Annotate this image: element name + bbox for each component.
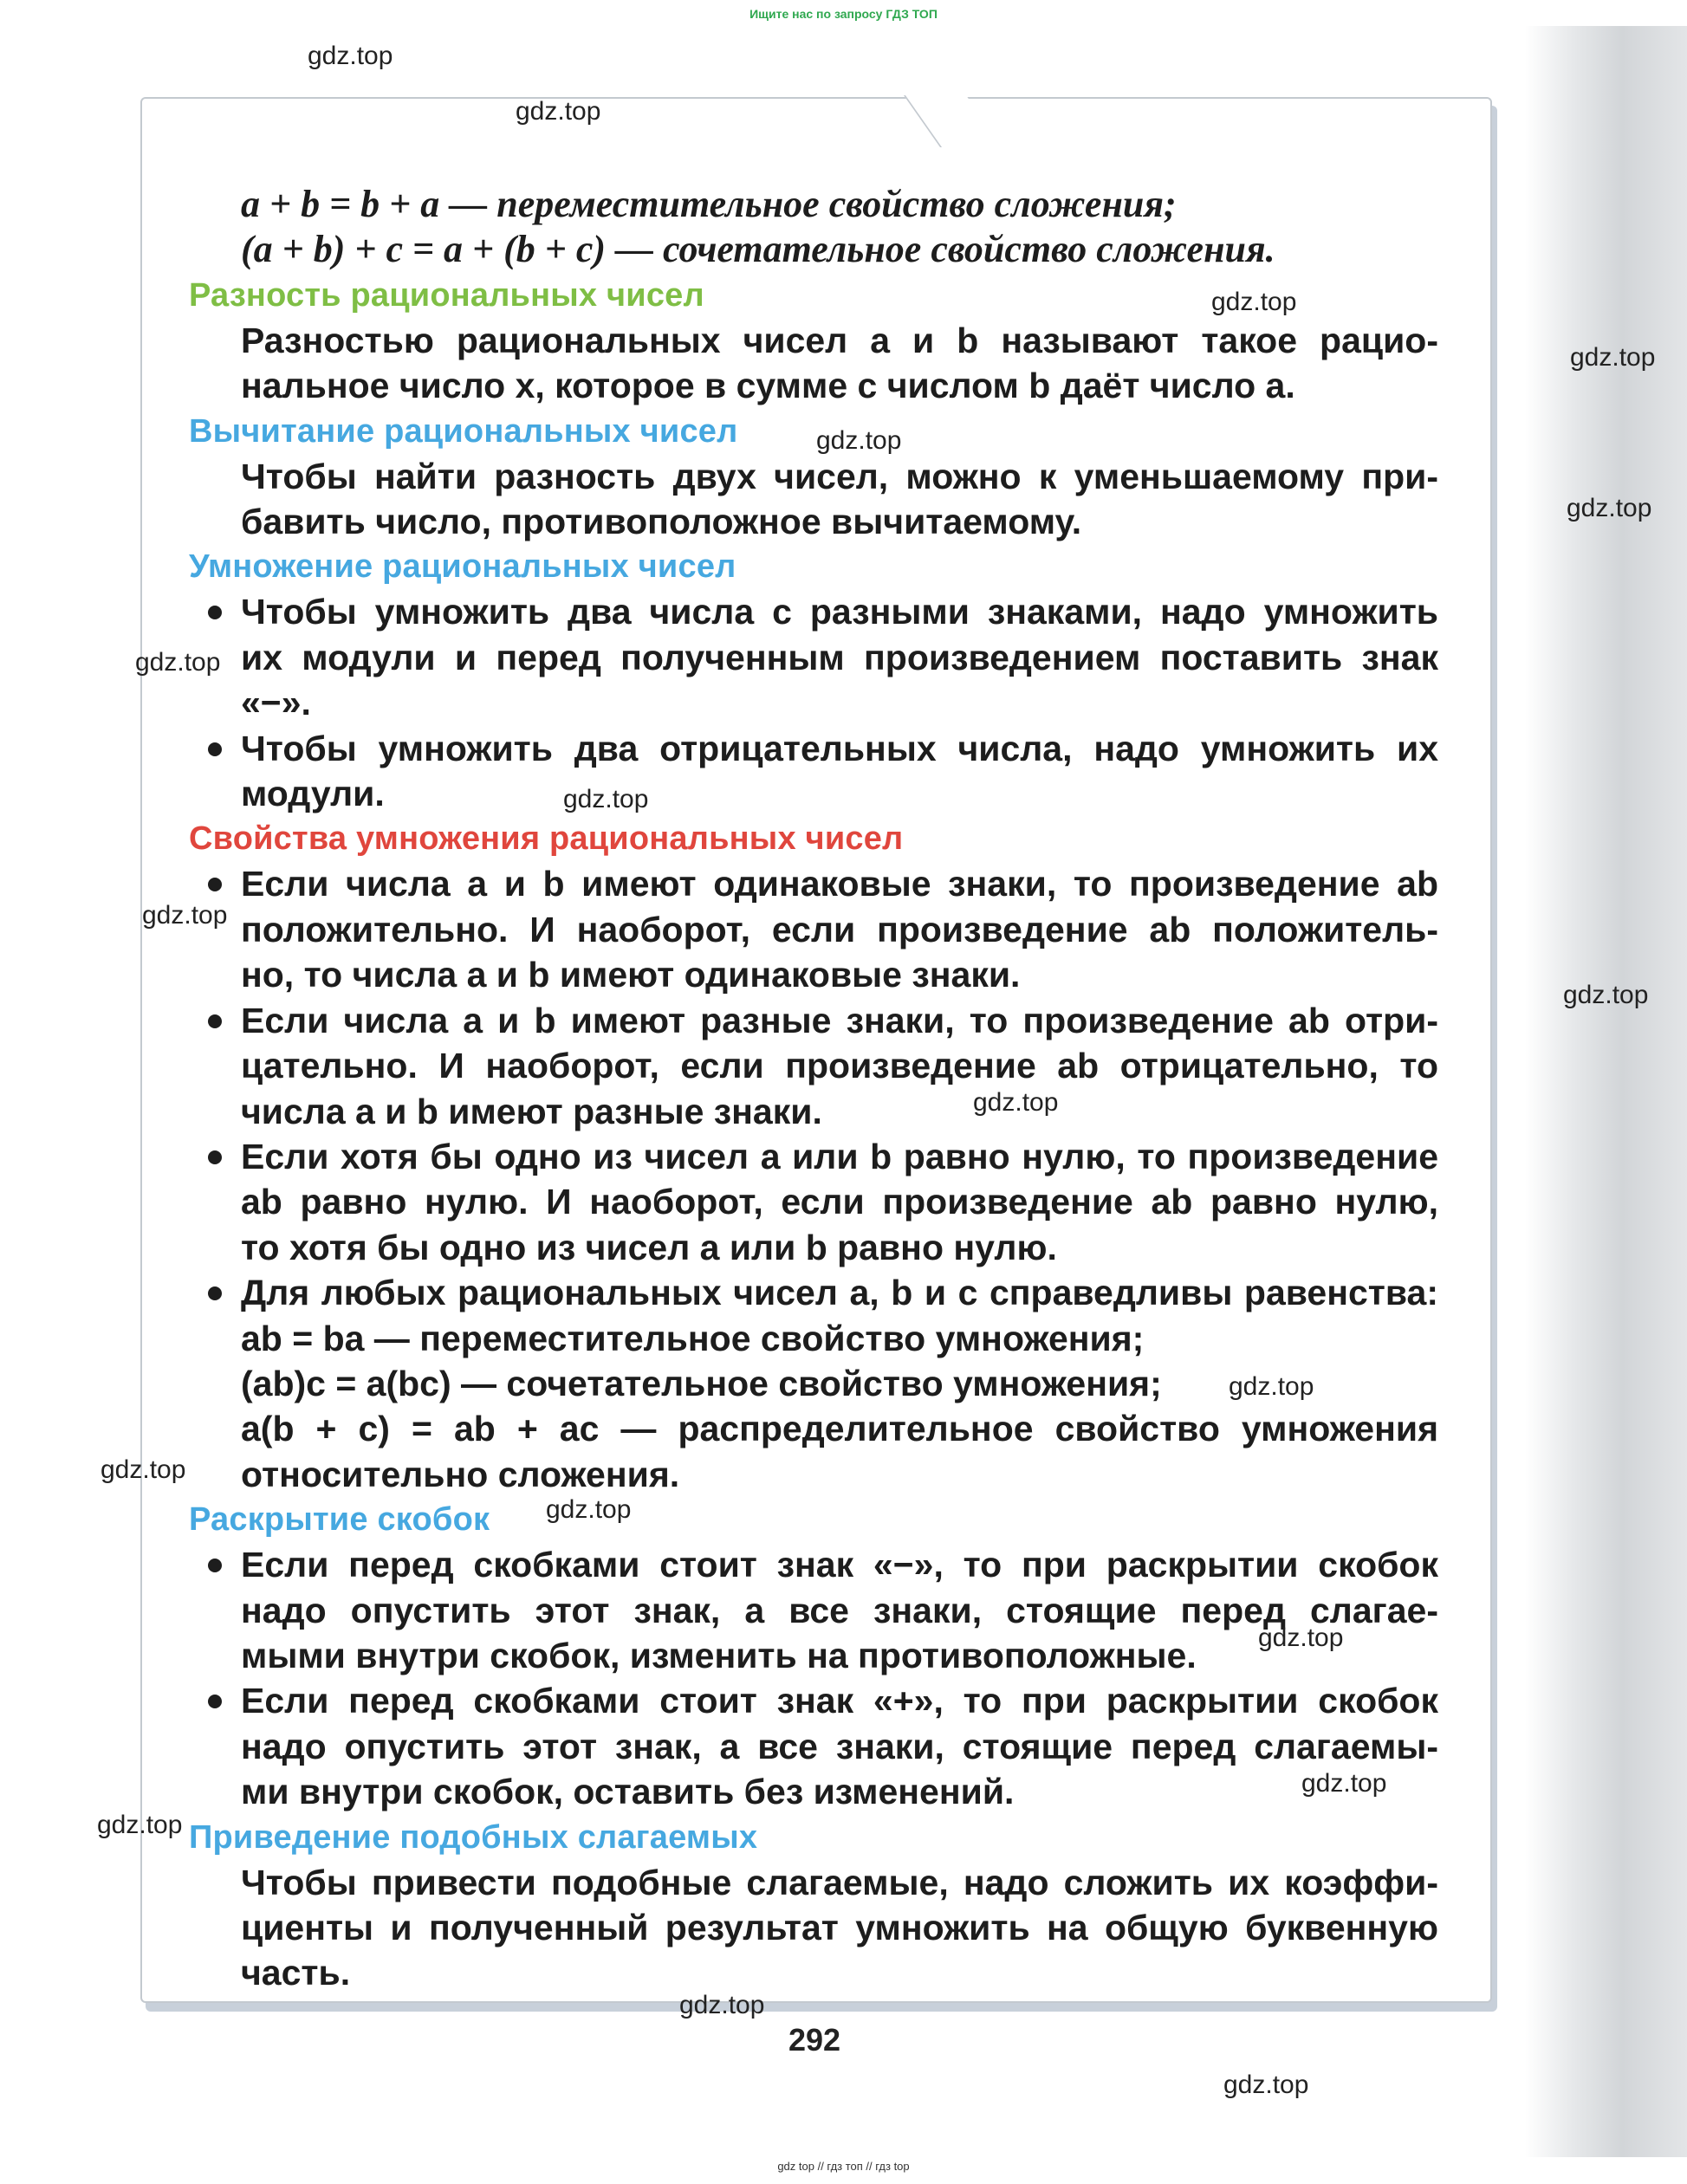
watermark: gdz.top [1258,1623,1344,1652]
text-line: Если числа a и b имеют одинаковые знаки, то произведение ab [241,864,1438,904]
text-line: циенты и полученный результат умножить на общую буквенную [241,1908,1438,1947]
watermark: gdz.top [1570,343,1656,372]
text-line: (ab)c = a(bc) — сочетательное свойство умножения; [241,1363,1162,1403]
watermark: gdz.top [516,97,601,126]
list-item [191,589,1438,725]
watermark: gdz.top [679,1991,765,2019]
intro-block [191,182,1438,273]
watermark: gdz.top [97,1811,183,1839]
like-terms-text [191,1860,1438,1996]
heading-brackets: Раскрытие скобок [189,1501,490,1539]
bullet-icon [208,1150,222,1164]
text-line: ab равно нулю. И наоборот, если произведение ab равно нулю, [241,1182,1438,1222]
text-line: Если перед скобками стоит знак «+», то при раскрытии скобок [241,1681,1438,1721]
text-line: относительно сложения. [241,1454,680,1494]
formula-line: a + b = b + a — переместительное свойство сложения; [241,183,1177,225]
text-line: ab = ba — переместительное свойство умножения; [241,1318,1145,1358]
watermark: gdz.top [1567,494,1652,522]
watermark: gdz.top [308,42,393,70]
text-line: ми внутри скобок, оставить без изменений. [241,1772,1015,1812]
text-line: Если перед скобками стоит знак «−», то при раскрытии скобок [241,1545,1438,1585]
text-line: «−». [241,683,311,723]
text-line: Разностью рациональных чисел a и b называют такое рацио- [241,320,1438,360]
watermark: gdz.top [1229,1372,1314,1401]
text-line: Чтобы умножить два числа с разными знаками, надо умножить [241,592,1438,632]
text-line: Чтобы найти разность двух чисел, можно к уменьшаемому при- [241,456,1438,496]
bullet-icon [208,878,222,891]
text-line: a(b + c) = ab + ac — распределительное свойство умножения [241,1409,1438,1449]
list-item [191,1134,1438,1270]
subtraction-text [191,454,1438,545]
text-line: Чтобы привести подобные слагаемые, надо сложить их коэффи- [241,1862,1438,1902]
watermark: gdz.top [816,426,902,455]
watermark: gdz.top [101,1455,186,1484]
difference-text [191,318,1438,409]
card-tab-notch [904,95,1002,147]
page-number: 292 [788,2022,841,2058]
bullet-icon [208,742,222,756]
watermark: gdz.top [973,1088,1059,1117]
text-line: модули. [241,774,385,814]
watermark: gdz.top [1563,981,1649,1009]
list-item [191,998,1438,1134]
bullet-icon [208,606,222,619]
heading-mult-properties: Свойства умножения рациональных чисел [189,820,904,858]
list-item [191,861,1438,997]
text-line: положительно. И наоборот, если произведение ab положитель- [241,909,1438,949]
text-line: то хотя бы одно из чисел a или b равно нулю. [241,1227,1057,1267]
text-line: надо опустить этот знак, а все знаки, стоящие перед слагаемы- [241,1726,1438,1766]
watermark: gdz.top [563,785,649,813]
heading-multiplication: Умножение рациональных чисел [189,548,736,586]
watermark: gdz.top [546,1495,632,1524]
bullet-icon [208,1286,222,1300]
text-line: их модули и перед полученным произведением поставить знак [241,637,1438,677]
watermark: gdz.top [1223,2071,1309,2099]
watermark: gdz.top [135,648,221,677]
heading-like-terms: Приведение подобных слагаемых [189,1818,758,1856]
text-line: Если числа a и b имеют разные знаки, то произведение ab отри- [241,1000,1438,1040]
text-line: Чтобы умножить два отрицательных числа, надо умножить их [241,728,1438,768]
top-banner: Ищите нас по запросу ГДЗ ТОП [749,7,938,21]
bullet-icon [208,1695,222,1708]
text-line: цательно. И наоборот, если произведение ab отрицательно, то [241,1046,1438,1086]
text-line: числа a и b имеют разные знаки. [241,1091,822,1131]
watermark: gdz.top [142,901,228,930]
text-line: мыми внутри скобок, изменить на противоположные. [241,1635,1197,1675]
text-line: Для любых рациональных чисел a, b и c справедливы равенства: [241,1273,1438,1313]
formula-line: (a + b) + c = a + (b + c) — сочетательное свойство сложения. [241,228,1275,271]
list-item [191,1678,1438,1814]
text-line: надо опустить этот знак, а все знаки, стоящие перед слагае- [241,1590,1438,1630]
list-item [191,726,1438,817]
bullet-icon [208,1559,222,1572]
list-item [191,1542,1438,1678]
text-line: бавить число, противоположное вычитаемому. [241,502,1082,542]
text-line: Если хотя бы одно из чисел a или b равно нулю, то произведение [241,1136,1438,1176]
bullet-icon [208,1014,222,1028]
text-line: часть. [241,1953,351,1993]
heading-difference: Разность рациональных чисел [189,276,704,314]
watermark: gdz.top [1301,1769,1387,1798]
card-content [191,182,1438,1996]
heading-subtraction: Вычитание рациональных чисел [189,412,738,450]
bottom-watermark-line: gdz top // гдз топ // гдз top [777,2160,910,2173]
text-line: нальное число x, которое в сумме с числом b даёт число a. [241,366,1295,406]
watermark: gdz.top [1211,288,1297,316]
text-line: но, то числа a и b имеют одинаковые знаки. [241,955,1021,995]
